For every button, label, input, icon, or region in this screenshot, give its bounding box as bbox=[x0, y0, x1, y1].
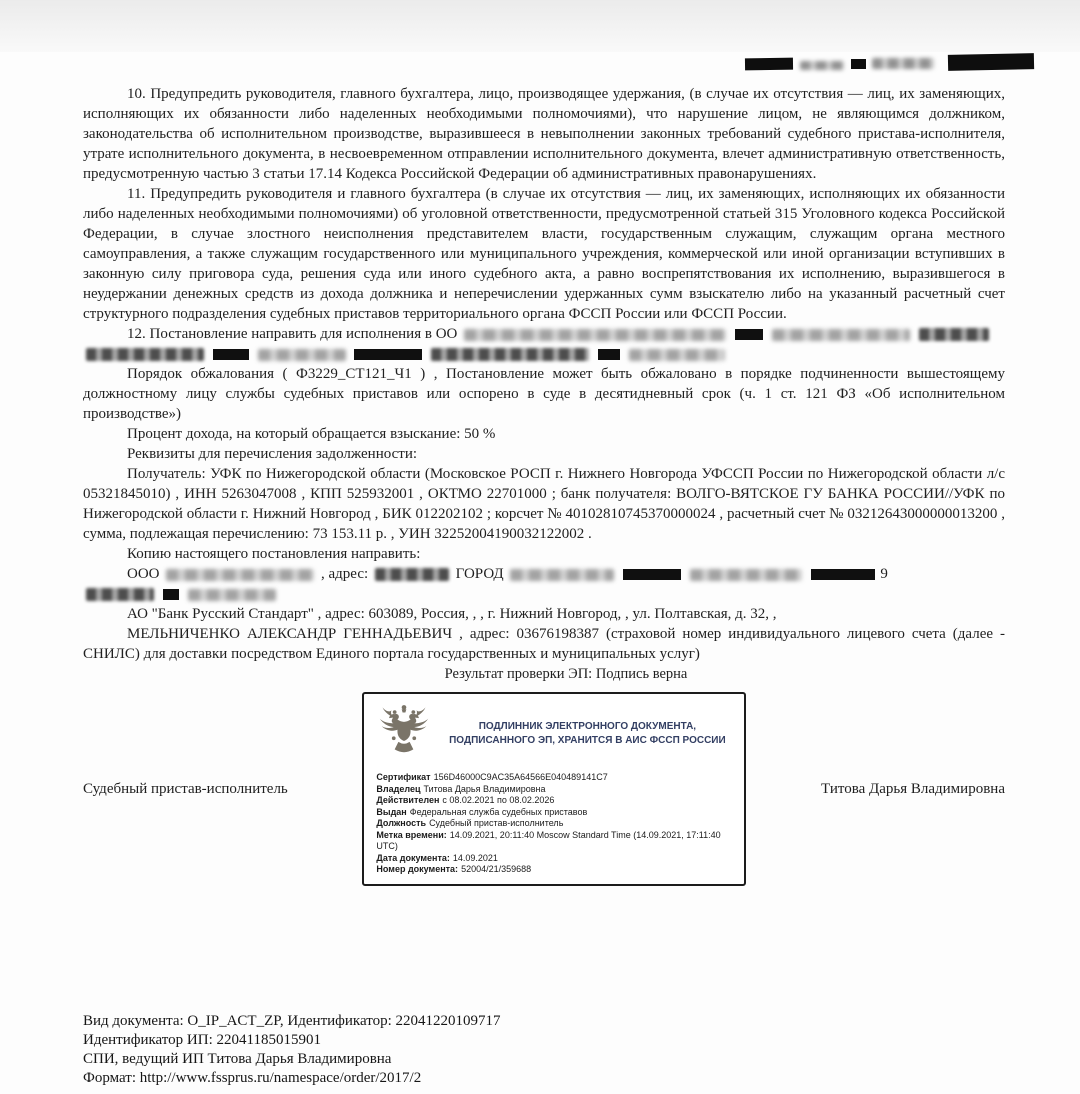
redaction-bar bbox=[163, 589, 179, 600]
scan-edge-top bbox=[0, 0, 1080, 52]
signature-check-text: Результат проверки ЭП: Подпись верна bbox=[444, 666, 688, 682]
appeal-paragraph bbox=[83, 364, 1005, 424]
redacted-text bbox=[772, 329, 910, 341]
redacted-text bbox=[258, 349, 346, 361]
copy-addr-label: , адрес: bbox=[321, 566, 369, 582]
stamp-field-timestamp: Метка времени: 14.09.2021, 20:11:40 Moscow Standard Time (14.09.2021, 17:11:40 UTC) bbox=[376, 829, 721, 851]
stamp-field-owner: Владелец Титова Дарья Владимировна bbox=[376, 783, 546, 794]
redaction-bar bbox=[735, 329, 763, 340]
copy-city-fragment: ГОРОД bbox=[455, 566, 504, 582]
stamp-field-certificate: Сертификат 156D46000C9AC35A64566E040489141C7 bbox=[376, 772, 608, 782]
copy-recipient-bank bbox=[83, 604, 1005, 624]
footer-format-url: Формат: http://www.fssprus.ru/namespace/order/2017/2 bbox=[83, 1070, 422, 1086]
redaction-bar bbox=[811, 569, 875, 580]
signature-check-result bbox=[83, 664, 1005, 684]
stamp-title: ПОДЛИННИК ЭЛЕКТРОННОГО ДОКУМЕНТА, ПОДПИСАННОГО ЭП, ХРАНИТСЯ В АИС ФССП РОССИИ bbox=[449, 721, 726, 746]
redacted-text bbox=[188, 589, 276, 601]
paragraph-10-text: 10. Предупредить руководителя, главного бухгалтера, лицо, производящее удержания, (в случае их отсутствия — лиц, их заменяющих, исполняющих их обязанности либо наделенных необходимыми полномочиями), что нарушение лицом, не являющимся должником, законодательства об исполнительном производстве, выразившееся в невыполнении законных требований судебного пристава-исполнителя, утрате исполнительного документа, в несвоевременном отправлении исполнительного документа, влечет административную ответственность, предусмотренную частью 3 статьи 17.14 Кодекса Российской Федерации об административных правонарушениях. bbox=[83, 86, 1005, 182]
coat-of-arms-icon bbox=[376, 703, 432, 765]
document-body bbox=[83, 84, 1005, 886]
percent-line bbox=[83, 424, 1005, 444]
redacted-text bbox=[510, 569, 614, 581]
redacted-text bbox=[166, 569, 314, 581]
stamp-field-validity: Действителен с 08.02.2021 по 08.02.2026 bbox=[376, 795, 555, 805]
bailiff-position-label: Судебный пристав-исполнитель bbox=[83, 780, 288, 797]
redacted-text bbox=[86, 348, 204, 361]
copy-recipient-person bbox=[83, 624, 1005, 664]
person-text: МЕЛЬНИЧЕНКО АЛЕКСАНДР ГЕННАДЬЕВИЧ , адрес: 03676198387 (страховой номер индивидуального лицевого счета (далее - СНИЛС) для доставки посредством Единого портала государственных и муниципальных услуг) bbox=[83, 626, 1005, 662]
footer-spi: СПИ, ведущий ИП Титова Дарья Владимировна bbox=[83, 1051, 392, 1067]
copy-recipient-org bbox=[83, 564, 1005, 604]
copy-org-prefix: ООО bbox=[127, 566, 160, 582]
redacted-text bbox=[872, 58, 934, 69]
redaction-bar bbox=[851, 59, 866, 69]
stamp-field-doc-number: Номер документа: 52004/21/359688 bbox=[376, 864, 532, 874]
redaction-bar bbox=[948, 53, 1034, 71]
redacted-text bbox=[690, 569, 802, 581]
stamp-field-issuer: Выдан Федеральная служба судебных приставов bbox=[376, 806, 588, 817]
redaction-bar bbox=[623, 569, 681, 580]
redacted-text bbox=[431, 348, 589, 361]
redacted-text bbox=[375, 568, 449, 581]
paragraph-10 bbox=[83, 84, 1005, 184]
redaction-bar bbox=[745, 58, 793, 71]
percent-text: Процент дохода, на который обращается взыскание: 50 % bbox=[127, 426, 496, 442]
bailiff-name: Титова Дарья Владимировна bbox=[821, 780, 1005, 797]
redacted-text bbox=[800, 61, 844, 70]
requisites-label bbox=[83, 444, 1005, 464]
copy-label-text: Копию настоящего постановления направить: bbox=[127, 546, 421, 562]
stamp-header bbox=[376, 703, 732, 765]
stamp-fields bbox=[376, 772, 732, 876]
footer-ip-id: Идентификатор ИП: 22041185015901 bbox=[83, 1032, 321, 1048]
appeal-text: Порядок обжалования ( Ф3229_СТ121_Ч1 ) , Постановление может быть обжаловано в порядке подчиненности вышестоящему должностному лицу службы судебных приставов или оспорено в суде в десятидневный срок (ч. 1 ст. 121 ФЗ «Об исполнительном производстве») bbox=[83, 366, 1005, 422]
paragraph-12-prefix: 12. Постановление направить для исполнения в ОО bbox=[127, 326, 458, 342]
paragraph-12 bbox=[83, 324, 1005, 364]
bank-text: АО "Банк Русский Стандарт" , адрес: 603089, Россия, , , г. Нижний Новгород, , ул. Полтавская, д. 32, , bbox=[127, 606, 777, 622]
electronic-signature-stamp bbox=[362, 692, 746, 886]
redaction-bar bbox=[598, 349, 620, 360]
paragraph-11 bbox=[83, 184, 1005, 324]
signature-row bbox=[83, 692, 1005, 886]
footer-doc-type: Вид документа: O_IP_ACT_ZP, Идентификатор: 22041220109717 bbox=[83, 1013, 501, 1029]
redacted-text bbox=[629, 349, 725, 361]
stamp-field-position: Должность Судебный пристав-исполнитель bbox=[376, 818, 564, 828]
redacted-text bbox=[464, 329, 726, 341]
copy-tail-fragment: 9 bbox=[880, 566, 888, 582]
requisites-paragraph bbox=[83, 464, 1005, 544]
document-metadata-footer bbox=[83, 1012, 983, 1088]
paragraph-11-text: 11. Предупредить руководителя и главного бухгалтера (в случае их отсутствия — лиц, их заменяющих, исполняющих их обязанности либо наделенных необходимыми полномочиями) об уголовной ответственности, предусмотренной статьей 315 Уголовного кодекса Российской Федерации, в случае злостного неисполнения представителем власти, государственным служащим, служащим органа местного самоуправления, а также служащим государственного или муниципального учреждения, коммерческой или иной организации вступивших в законную силу приговора суда, решения суда или иного судебного акта, а равно воспрепятствования их исполнению, выразившегося в неудержании денежных средств из дохода должника и неперечислении удержанных сумм взыскателю либо на указанный расчетный счет структурного подразделения судебных приставов территориального органа ФССП России или ФССП России. bbox=[83, 186, 1005, 322]
copy-label bbox=[83, 544, 1005, 564]
redaction-bar bbox=[213, 349, 249, 360]
redacted-text bbox=[919, 328, 989, 341]
redaction-bar bbox=[354, 349, 422, 360]
requisites-label-text: Реквизиты для перечисления задолженности: bbox=[127, 446, 418, 462]
stamp-field-doc-date: Дата документа: 14.09.2021 bbox=[376, 852, 498, 863]
requisites-text: Получатель: УФК по Нижегородской области (Московское РОСП г. Нижнего Новгорода УФССП России по Нижегородской области л/с 05321845010) , ИНН 5263047008 , КПП 525932001 , ОКТМО 22701000 ; банк получателя: ВОЛГО-ВЯТСКОЕ ГУ БАНКА РОССИИ//УФК по Нижегородской области г. Нижний Новгород , БИК 012202102 ; корсчет № 40102810745370000024 , расчетный счет № 03212643000000013200 , сумма, подлежащая перечислению: 73 153.11 р. , УИН 32252004190032122002 . bbox=[83, 466, 1005, 542]
redacted-text bbox=[86, 588, 154, 601]
